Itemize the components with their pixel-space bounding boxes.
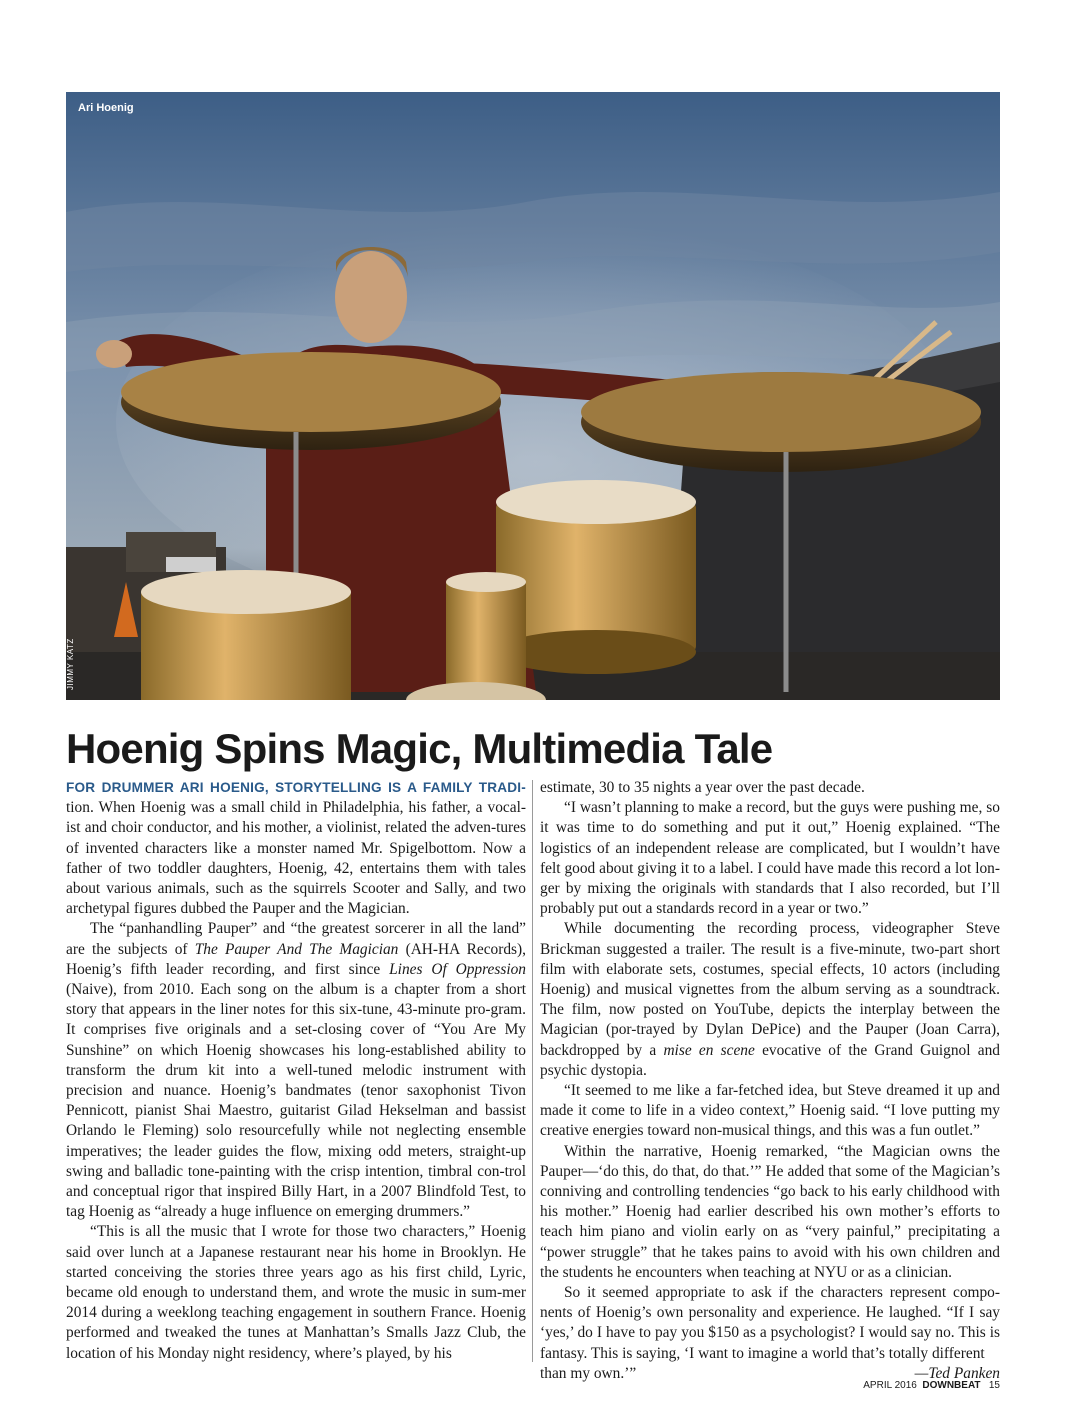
paragraph-text: evocative of the Grand Guignol and psychic dystopia.: [540, 1041, 1000, 1079]
paragraph-text: While documenting the recording process, videographer Steve Brickman suggested a trailer. The result is a five-minute, two-part short film with elaborate sets, costumes, special effects, 10 actors (including Hoenig) and musical vignettes from the album serving as a soundtrack. The film, now posted on YouTube, depicts the interplay between the Magician (por-trayed by Dylan DePice) and the Pauper (Joan Carra), backdropped by a: [540, 920, 1000, 1059]
paragraph-text: tion. When Hoenig was a small child in Philadelphia, his father, a vocal-ist and choir conductor, and his mother, a violinist, related the adven-tures of invented characters like a monster named Mr. Spigelbottom. Now a father of two toddler daughters, Hoenig, 42, entertains them with tales about various animals, such as the squirrels Scooter and Sally, and two archetypal figures dubbed the Pauper and the Magician.: [66, 799, 526, 918]
paragraph: “This is all the music that I wrote for those two characters,” Hoenig said over lunch at a Japanese restaurant near his home in Brooklyn. He started conceiving the stories three years ago as his first child, Lyric, became old enough to understand them, and wrote the music in sum-mer 2014 during a weeklong teaching engagement in southern France. Hoenig performed and tweaked the tunes at Manhattan’s Smalls Jazz Club, the location of his Monday night residency, where’s played, by his: [66, 1223, 526, 1362]
paragraph: estimate, 30 to 35 nights a year over the past decade.: [540, 779, 865, 796]
paragraph: So it seemed appropriate to ask if the characters represent compo-nents of Hoenig’s own personality and experience. He laughed. “If I say ‘yes,’ do I have to pay you $150 as a psychologist? I would say no. This is fantasy. This is saying, ‘I want to imagine a world that’s totally different: [540, 1284, 1000, 1362]
paragraph: “It seemed to me like a far-fetched idea, but Steve dreamed it up and made it come to life in a video context,” Hoenig said. “I love putting my creative energies toward non-musical things, and this was a fun outlet.”: [540, 1082, 1000, 1140]
paragraph: [540, 919, 1000, 1081]
paragraph-text: than my own.’”: [540, 1364, 637, 1382]
paragraph-text: The “panhandling Pauper” and “the greatest sorcerer in all the land” are the subjects of: [66, 920, 526, 958]
album-title: The Pauper And The Magician: [194, 940, 399, 958]
paragraph-text: (AH-HA Records), Hoenig’s fifth leader recording, and first since: [66, 940, 527, 978]
photo-credit: JIMMY KATZ: [66, 638, 75, 690]
feature-photo: [66, 92, 1000, 700]
page-number: 15: [988, 1380, 1000, 1391]
paragraph: [66, 778, 526, 919]
paragraph-text: (Naive), from 2010. Each song on the album is a chapter from a short story that appears in the liner notes for this six-tune, 43-minute pro-gram. It comprises five originals and a set-closing cover of “You Are My Sunshine” on which Hoenig showcases his long-established ability to transform the drum kit into a well-tuned melodic instrument with precision and nuance. Hoenig’s bandmates (tenor saxophonist Tivon Pennicott, pianist Shai Maestro, guitarist Gilad Hekselman and bassist Orlando le Fleming) solo resourcefully while not neglecting ensemble imperatives; the leader guides the flow, mixing odd meters, straight-up swing and balladic tone-painting with the crisp intention, timbral con-trol and conceptual rigor that inspired Billy Hart, in a 2007 Blindfold Test, to tag Hoenig as “already a huge influence on emerging drummers.”: [66, 981, 526, 1221]
paragraph: Within the narrative, Hoenig remarked, “the Magician owns the Pauper—‘do this, do that, do that.’” He added that some of the Magician’s conniving and controlling tendencies “go back to his early childhood with his mother.” Hoenig had earlier described his own mother’s efforts to teach him piano and violin early on as “very painful,” precipitating a “power struggle” that he takes pains to avoid with his own children and the students he encounters when teaching at NYU or as a clinician.: [540, 1142, 1000, 1281]
column-divider: [532, 780, 533, 1362]
article-right-column: [540, 778, 1000, 1384]
lead-in: FOR DRUMMER ARI HOENIG, STORYTELLING IS A FAMILY TRADI-: [66, 780, 526, 795]
album-title: Lines Of Oppression: [389, 960, 526, 978]
page-footer: [863, 1380, 1000, 1391]
paragraph: “I wasn’t planning to make a record, but the guys were pushing me, so it was time to do something and put it out,” Hoenig explained. “The logistics of an independent release are complicated, but I wouldn’t have felt good about giving it to a label. I could have made this record a lot lon-ger by mixing the originals with standards that I also recorded, but I’ll probably put out a standards record in a year or two.”: [540, 799, 1000, 918]
article-left-column: [66, 778, 526, 1364]
article-headline: Hoenig Spins Magic, Multimedia Tale: [66, 725, 773, 772]
byline: —Ted Panken: [914, 1364, 1000, 1382]
footer-date: APRIL 2016: [863, 1380, 917, 1391]
footer-magazine: DOWNBEAT: [922, 1380, 981, 1391]
photo-caption: Ari Hoenig: [78, 102, 134, 114]
paragraph: [66, 919, 526, 1222]
italic-phrase: mise en scene: [663, 1041, 755, 1059]
drummer-photo-illustration: [66, 92, 1000, 700]
